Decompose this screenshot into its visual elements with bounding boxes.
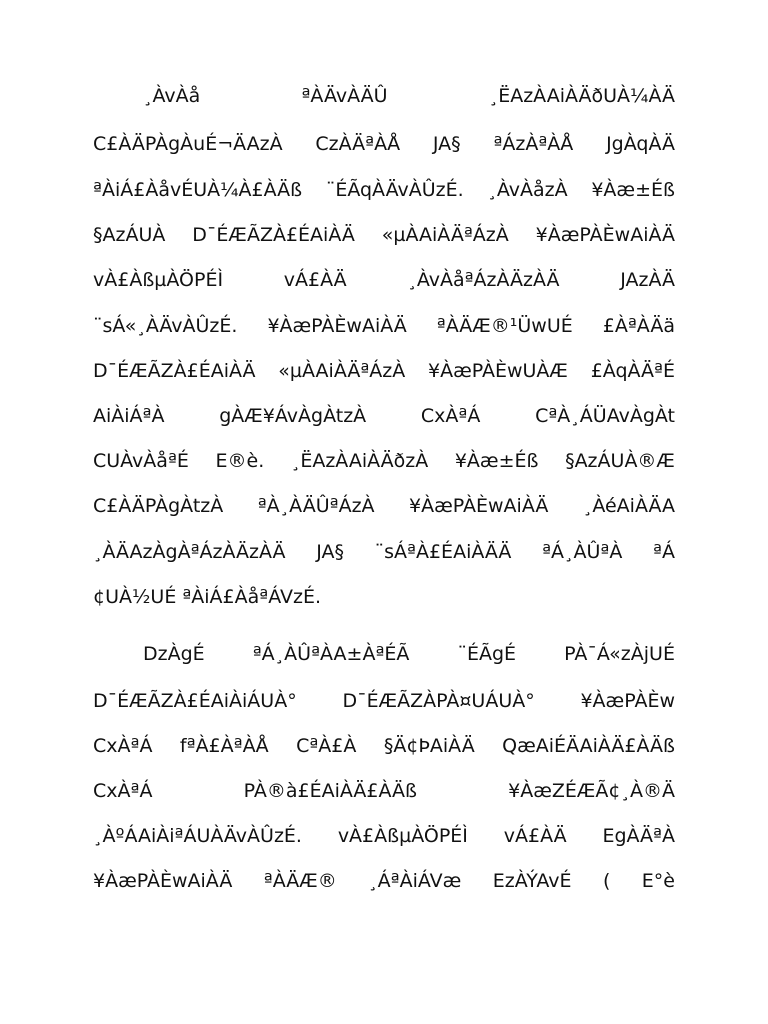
word: ¸ËAzÀAiÀÄðUÀ¼ÀÄ (488, 85, 675, 107)
word: ¸ÀÄAzÀgÀªÁzÀÄzÀÄ (93, 541, 286, 563)
word: ªÀ¸ÀÄÛªÁzÀ (257, 495, 375, 517)
word: ªÁ¸ÀÛªÀ (542, 541, 623, 563)
word: E°è (641, 870, 675, 892)
word: §AzÁUÀ®Æ (565, 450, 675, 472)
word: vÀ£ÀßµÀÖPÉÌ (337, 825, 468, 847)
paragraph-1-line-4 (93, 217, 675, 253)
word: EzÀÝAvÉ (492, 870, 572, 892)
word: vÀ£ÀßµÀÖPÉÌ (93, 269, 224, 291)
paragraph-1-line-6 (93, 308, 675, 344)
word: JA§ (316, 541, 344, 563)
word: C£ÀÄPÀgÀtzÀ (93, 495, 224, 517)
word: ªÁ¸ÀÛªÀA±ÀªÉÃ (252, 643, 410, 665)
word: D¯ÉÆÃZÀPÀ¤UÁUÀ° (342, 690, 535, 712)
word: EgÀÄªÀ (602, 825, 675, 847)
word: AiÀiÁªÀ (93, 405, 165, 427)
word: CUÀvÀåªÉ (93, 450, 189, 472)
word: ªÁzÀªÀÅ (493, 133, 574, 155)
word: QæAiÉÄAiÀÄ£ÀÄß (502, 735, 675, 757)
paragraph-2-line-6 (93, 863, 675, 899)
word: ªÀiÁ£ÀåvÉUÀ¼À£ÀÄß (93, 179, 303, 201)
word: JgÀqÀÄ (606, 133, 675, 155)
word: ªÁ (653, 541, 675, 563)
word: ¨sÁªÀ£ÉAiÀÄÄ (374, 541, 512, 563)
word: ¥ÀæPÀÈwAiÀÄ (535, 224, 675, 246)
word: «µÀAiÀÄªÁzÀ (381, 224, 509, 246)
word: §Ä¢ÞAiÀÄ (383, 735, 475, 757)
paragraph-2-line-2 (93, 683, 675, 719)
word: ¢UÀ½UÉ (93, 586, 177, 608)
word: C£ÀÄPÀgÀuÉ¬ÄAzÀ (93, 133, 283, 155)
paragraph-1-line-8 (93, 398, 675, 434)
paragraph-2-line-1 (143, 636, 675, 672)
word: JAzÀÄ (620, 269, 675, 291)
word: §AzÁUÀ (93, 224, 166, 246)
paragraph-2-line-4 (93, 773, 675, 809)
word: ¸ÀºÁAiÀiªÁUÀÄvÀÛzÉ. (93, 825, 302, 847)
word: ¨ÉÃqÀÄvÀÛzÉ. (325, 179, 464, 201)
word: ¨sÁ«¸ÀÄvÀÛzÉ. (93, 315, 238, 337)
word: CzÀÄªÀÅ (315, 133, 401, 155)
word: JA§ (432, 133, 461, 155)
paragraph-1-line-3 (93, 172, 675, 208)
paragraph-1-line-1 (143, 78, 675, 114)
word: «µÀAiÀÄªÁzÀ (278, 360, 406, 382)
word: ªÀiÁ£ÀåªÁVzÉ. (182, 586, 322, 608)
paragraph-1-line-7 (93, 353, 675, 389)
word: ªÀÄvÀÄÛ (301, 85, 388, 107)
word: ªÀÄÆ® (263, 870, 337, 892)
paragraph-1-line-9 (93, 443, 675, 479)
word: fªÀ£ÀªÀÅ (179, 735, 269, 757)
paragraph-1-line-10 (93, 488, 675, 524)
word: DzÀgÉ (143, 643, 205, 665)
word: ¥ÀæPÀÈwAiÀÄ (267, 315, 407, 337)
word: ¥ÀæPÀÈwUÀÆ (428, 360, 568, 382)
word: D¯ÉÆÃZÀ£ÉAiÀÄ (93, 360, 256, 382)
word: D¯ÉÆÃZÀ£ÉAiÀiÁUÀ° (93, 690, 297, 712)
paragraph-1-line-11 (93, 534, 675, 570)
word: ¥ÀæZÉÆÃ¢¸À®Ä (508, 780, 675, 802)
word: ¥ÀæPÀÈwAiÀÄ (409, 495, 549, 517)
word: ¸ÁªÀiÁVæ (368, 870, 462, 892)
word: ¸ËAzÀAiÀÄðzÀ (290, 450, 429, 472)
word: ¨ÉÃgÉ (457, 643, 517, 665)
paragraph-2-line-5 (93, 818, 675, 854)
word: ¥ÀæPÀÈw (580, 690, 675, 712)
word: ( (602, 870, 611, 892)
paragraph-2-line-3 (93, 728, 675, 764)
word: gÀÆ¥ÁvÀgÀtzÀ (219, 405, 367, 427)
paragraph-1-line-5 (93, 262, 675, 298)
word: PÀ®à£ÉAiÀÄ£ÀÄß (243, 780, 417, 802)
word: CxÀªÁ (93, 735, 153, 757)
word: £ÀªÀÄä (602, 315, 675, 337)
word: PÀ¯Á«zÀjUÉ (564, 643, 675, 665)
paragraph-1-line-12 (93, 579, 675, 615)
word: D¯ÉÆÃZÀ£ÉAiÀÄ (192, 224, 355, 246)
word: CªÀ£À (296, 735, 357, 757)
word: ªÀÄÆ®¹ÜwUÉ (436, 315, 573, 337)
word: ¥Àæ±Éß (591, 179, 675, 201)
word: CxÀªÁ (420, 405, 481, 427)
word: ¸ÀvÀåªÁzÀÄzÀÄ (407, 269, 560, 291)
word: £ÀqÀÄªÉ (590, 360, 675, 382)
word: vÁ£ÀÄ (283, 269, 347, 291)
word: CªÀ¸ÁÜAvÀgÀt (535, 405, 675, 427)
word: ¸ÀvÀåzÀ (487, 179, 568, 201)
word: ¥Àæ±Éß (454, 450, 539, 472)
word: E®è. (215, 450, 265, 472)
word: ¸ÀvÀå (143, 85, 201, 107)
paragraph-1-line-2 (93, 126, 675, 162)
word: ¸ÀéAiÀÄA (582, 495, 675, 517)
word: ¥ÀæPÀÈwAiÀÄ (93, 870, 233, 892)
word: CxÀªÁ (93, 780, 153, 802)
word: vÁ£ÀÄ (503, 825, 567, 847)
